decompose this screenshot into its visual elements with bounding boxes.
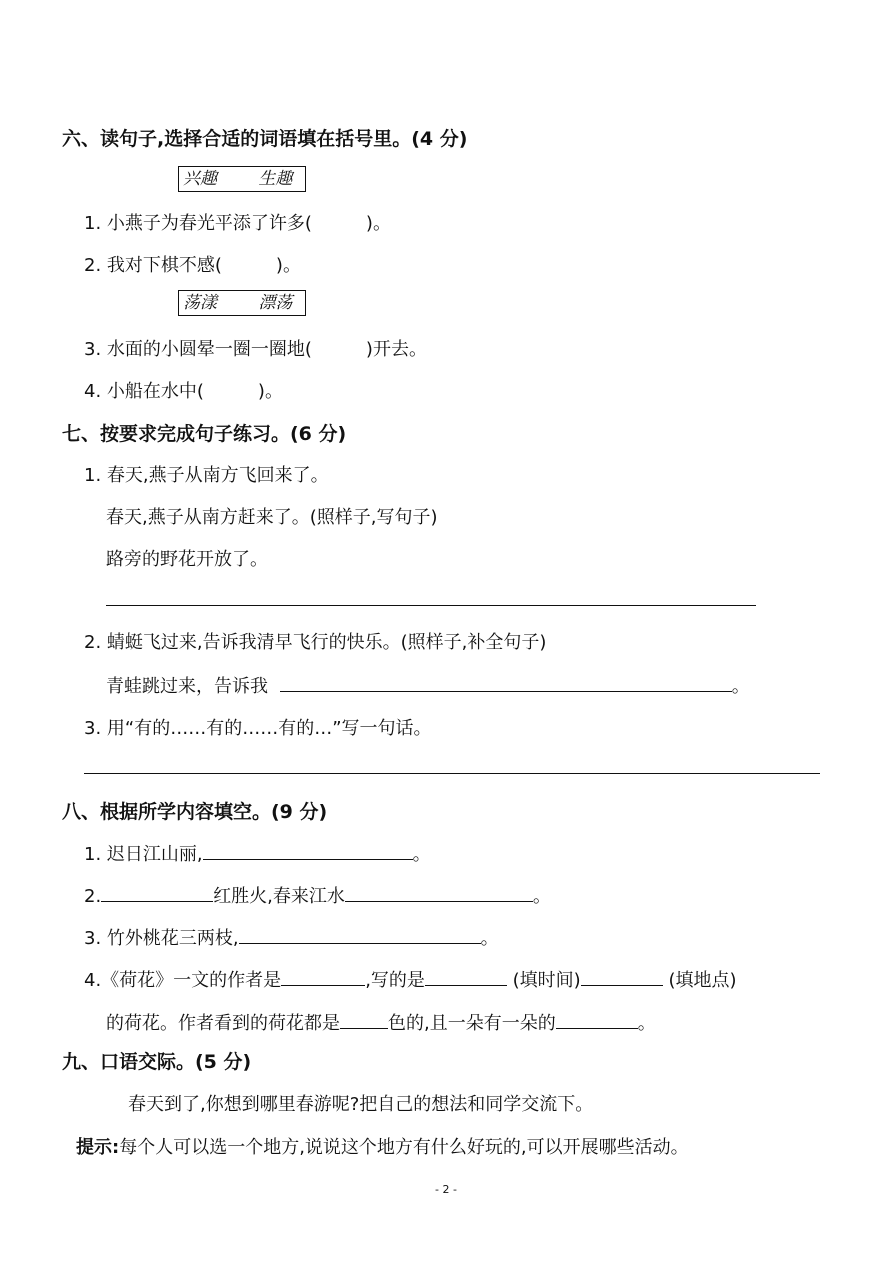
page-number: - 2 - xyxy=(435,1183,457,1196)
s8-question-4-text: 的荷花。作者看到的荷花都是 xyxy=(106,1013,340,1034)
s7-question-1-prompt: 路旁的野花开放了。 xyxy=(106,549,268,570)
period: 。 xyxy=(731,676,750,697)
section-9-title: 九、口语交际。(5 分) xyxy=(62,1051,252,1073)
s8-question-4-text: ,写的是 xyxy=(365,970,425,991)
s7-question-2-example: 2. 蜻蜓飞过来,告诉我清早飞行的快乐。(照样子,补全句子) xyxy=(84,632,547,653)
answer-blank[interactable] xyxy=(280,673,732,692)
s6-question-4: 4. 小船在水中( )。 xyxy=(84,381,283,402)
s7-question-1-pattern: 春天,燕子从南方赶来了。(照样子,写句子) xyxy=(106,507,438,528)
word-option: 生趣 xyxy=(258,169,293,189)
s6-question-2: 2. 我对下棋不感( )。 xyxy=(84,255,301,276)
word-option: 荡漾 xyxy=(183,293,217,313)
word-option: 漂荡 xyxy=(258,293,293,313)
answer-blank[interactable] xyxy=(101,883,213,902)
s8-question-1 xyxy=(84,840,431,866)
s7-question-3: 3. 用“有的……有的……有的…”写一句话。 xyxy=(84,718,432,739)
s7-question-2-prompt xyxy=(106,672,750,698)
period: 。 xyxy=(532,886,551,907)
s8-question-4-line-2 xyxy=(106,1009,656,1035)
answer-line[interactable] xyxy=(106,605,756,606)
period: 。 xyxy=(412,844,431,865)
section-8-title: 八、根据所学内容填空。(9 分) xyxy=(62,801,328,823)
period: 。 xyxy=(480,928,499,949)
hint-label: 提示: xyxy=(76,1137,120,1158)
s8-question-3-text: 3. 竹外桃花三两枝, xyxy=(84,928,239,949)
s8-question-1-text: 1. 迟日江山丽, xyxy=(84,844,203,865)
s7-question-1-example: 1. 春天,燕子从南方飞回来了。 xyxy=(84,465,329,486)
s8-question-4-text: 色的,且一朵有一朵的 xyxy=(388,1013,556,1034)
s8-question-4-line-1 xyxy=(84,966,736,992)
answer-blank[interactable] xyxy=(340,1010,388,1029)
answer-blank[interactable] xyxy=(556,1010,638,1029)
word-box-2 xyxy=(178,290,306,316)
s8-question-4-note-time: (填时间) xyxy=(512,970,581,991)
s8-question-2 xyxy=(84,882,551,908)
section-6-title: 六、读句子,选择合适的词语填在括号里。(4 分) xyxy=(62,128,468,150)
word-option: 兴趣 xyxy=(183,169,217,189)
s8-question-4-note-place: (填地点) xyxy=(668,970,737,991)
answer-blank[interactable] xyxy=(425,967,507,986)
s9-hint xyxy=(76,1133,689,1159)
word-box-1 xyxy=(178,166,306,192)
s6-question-1: 1. 小燕子为春光平添了许多( )。 xyxy=(84,213,391,234)
s9-prompt: 春天到了,你想到哪里春游呢?把自己的想法和同学交流下。 xyxy=(128,1094,594,1115)
answer-blank[interactable] xyxy=(203,841,413,860)
s8-question-2-number: 2. xyxy=(84,886,102,907)
hint-text: 每个人可以选一个地方,说说这个地方有什么好玩的,可以开展哪些活动。 xyxy=(119,1137,689,1158)
s6-question-3: 3. 水面的小圆晕一圈一圈地( )开去。 xyxy=(84,339,427,360)
answer-line[interactable] xyxy=(84,773,820,774)
answer-blank[interactable] xyxy=(281,967,365,986)
section-7-title: 七、按要求完成句子练习。(6 分) xyxy=(62,423,347,445)
s8-question-3 xyxy=(84,924,499,950)
answer-blank[interactable] xyxy=(239,925,481,944)
period: 。 xyxy=(637,1013,656,1034)
s7-question-2-text: 青蛙跳过来，告诉我 xyxy=(106,676,268,697)
s8-question-2-text: 红胜火,春来江水 xyxy=(213,886,345,907)
answer-blank[interactable] xyxy=(345,883,533,902)
answer-blank[interactable] xyxy=(581,967,663,986)
s8-question-4-text: 4.《荷花》一文的作者是 xyxy=(84,970,282,991)
